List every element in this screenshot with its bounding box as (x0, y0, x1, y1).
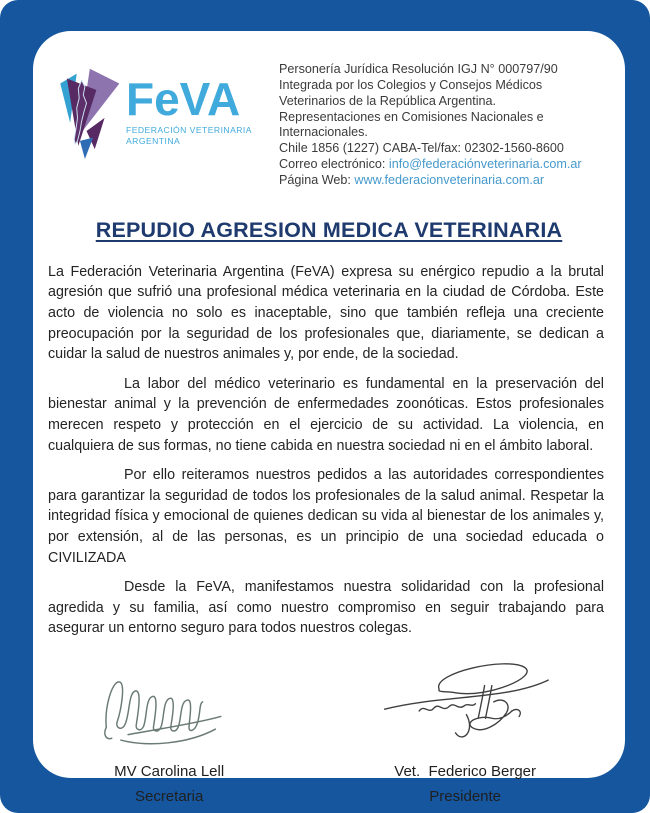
letterhead-line-web (279, 173, 611, 189)
feva-logo (57, 61, 279, 189)
web-label: Página Web: (279, 173, 355, 188)
paragraph-2: La labor del médico veterinario es fundamental en la preservación del bienestar animal y la prevención de enfermedades zoonóticas. Estos profesionales merecen respeto y protección en el ejercicio de su actividad. La violencia, en cualquiera de sus formas, no tiene cabida en nuestra sociedad ni en el ámbito laboral. (48, 375, 604, 454)
feva-logo-mark-icon (57, 61, 121, 165)
federico-berger-signature-icon (373, 651, 558, 751)
letterhead-line-representaciones: Representaciones en Comisiones Nacionales e Internacionales. (279, 109, 544, 140)
letterhead-line-integrada: Integrada por los Colegios y Consejos Médicos Veterinarios de la República Argentina. (279, 77, 543, 108)
signatures-row (33, 651, 625, 751)
letterhead (33, 31, 625, 189)
title-row (33, 218, 625, 243)
logo-name: FeVA (126, 73, 241, 125)
signatory-name: Vet. Federico Berger (394, 762, 537, 780)
signatory-presidente (305, 759, 625, 809)
presidente-signature (305, 651, 625, 751)
paragraph-1: La Federación Veterinaria Argentina (FeVA) expresa su enérgico repudio a la brutal agresión que sufrió una profesional médica veterinaria en la ciudad de Córdoba. Este acto de violencia no solo es inaceptable, sino que también refleja una creciente preocupación por la seguridad de los profesionales que, diariamente, se dedican a cuidar la salud de nuestros animales y, por ende, de la sociedad. (48, 263, 604, 363)
letterhead-line-direccion: Chile 1856 (1227) CABA-Tel/fax: 02302-1560-8600 (279, 141, 564, 156)
letter-body (33, 243, 625, 639)
signatory-name: MV Carolina Lell (114, 762, 225, 780)
letterhead-info (279, 61, 611, 189)
letterhead-line-juridica: Personería Jurídica Resolución IGJ N° 000797/90 (279, 62, 558, 76)
signatory-role: Secretaria (134, 787, 204, 805)
logo-text (126, 73, 252, 147)
secretaria-signature (33, 651, 305, 751)
signatory-role: Presidente (429, 787, 502, 805)
paragraph-4: Desde la FeVA, manifestamos nuestra solidaridad con la profesional agredida y su familia, así como nuestro compromiso en seguir trabajando para asegurar un entorno seguro para todos nuestros colegas. (48, 579, 604, 637)
email-label: Correo electrónico: (279, 157, 389, 172)
logo-tagline-line2: ARGENTINA (126, 136, 181, 147)
signatories-row (33, 759, 625, 809)
logo-tagline (126, 125, 252, 146)
web-link[interactable]: www.federacionveterinaria.com.ar (354, 173, 545, 188)
email-link[interactable]: info@federaciónveterinaria.com.ar (388, 157, 582, 172)
logo-tagline-line1: FEDERACIÓN VETERINARIA (126, 125, 252, 136)
signatory-secretaria (33, 759, 305, 809)
letterhead-line-email (279, 157, 611, 173)
page-title: REPUDIO AGRESION MEDICA VETERINARIA (95, 217, 563, 242)
letter-page (33, 31, 625, 805)
carolina-lell-signature-icon (94, 651, 244, 751)
paragraph-3: Por ello reiteramos nuestros pedidos a las autoridades correspondientes para garantizar la seguridad de todos los profesionales de la salud animal. Respetar la integridad física y emocional de quienes dedican su vida al bienestar de los animales y, por extensión, al de las personas, es un principio de una sociedad educada o CIVILIZADA (48, 467, 604, 566)
